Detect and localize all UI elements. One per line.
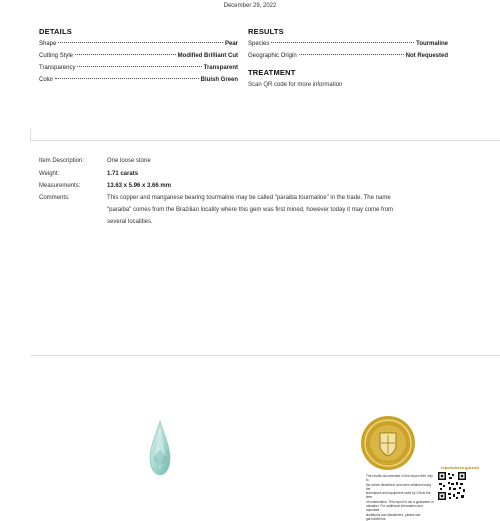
- comments-text: [107, 192, 467, 228]
- panel-divider-top: [30, 140, 500, 141]
- gia-seal-emblem: [360, 415, 416, 471]
- leader-dots: [55, 78, 198, 79]
- item-value-measurements: 13.63 x 5.96 x 3.66 mm: [107, 183, 172, 189]
- item-label-weight: Weight:: [39, 171, 60, 177]
- item-value-weight: 1.71 carats: [107, 171, 139, 177]
- item-label-comments: Comments:: [39, 195, 70, 201]
- panel-divider-bottom: [30, 355, 500, 356]
- treatment-text: Scan QR code for more information: [248, 82, 343, 88]
- detail-value: Pear: [224, 41, 238, 47]
- qr-code[interactable]: [437, 471, 467, 501]
- detail-label: Color: [39, 77, 54, 83]
- panel-divider-tick: [30, 129, 31, 141]
- results-title: RESULTS: [248, 27, 284, 36]
- result-row-species: [248, 40, 448, 49]
- item-value-description: One loose stone: [107, 158, 151, 164]
- detail-value: Bluish Green: [200, 77, 238, 83]
- fine-print-line: valuation. For additional information and important: [366, 504, 423, 513]
- leader-dots: [271, 42, 414, 43]
- gem-image: [148, 420, 172, 476]
- leader-dots: [75, 54, 176, 55]
- result-value: Tourmaline: [416, 41, 448, 47]
- fine-print-line: the article described, and were obtained using the: [366, 482, 432, 491]
- detail-row-color: [39, 76, 238, 85]
- result-label: Species: [248, 41, 270, 47]
- result-value: Not Requested: [405, 53, 448, 59]
- result-label: Geographic Origin: [248, 53, 297, 59]
- comment-line: "paraiba" comes from the Brazilian locality where this gem was first mined, however today it may come from: [107, 207, 394, 213]
- detail-value: Modified Brilliant Cut: [177, 53, 238, 59]
- detail-row-cutting-style: [39, 52, 238, 61]
- item-label-measurements: Measurements:: [39, 183, 81, 189]
- details-title: DETAILS: [39, 27, 72, 36]
- detail-label: Transparency: [39, 65, 76, 71]
- fine-print-line: The results documented in this report refer only to: [366, 474, 433, 483]
- detail-label: Shape: [39, 41, 57, 47]
- leader-dots: [77, 66, 201, 67]
- treatment-title: TREATMENT: [248, 68, 296, 77]
- report-check-link[interactable]: reportcheck.gia.edu: [441, 465, 480, 470]
- fine-print-line: limitations and disclaimers, please see gia.edu/terms: [366, 512, 421, 521]
- comment-line: several localities.: [107, 219, 153, 225]
- detail-label: Cutting Style: [39, 53, 74, 59]
- detail-row-transparency: [39, 64, 238, 73]
- report-date: December 29, 2022: [223, 3, 277, 9]
- detail-value: Transparent: [203, 65, 238, 71]
- item-label-description: Item Description:: [39, 158, 85, 164]
- comment-line: This copper and manganese bearing tourmaline may be called "paraiba tourmaline" in the trade. The name: [107, 195, 391, 201]
- leader-dots: [58, 42, 223, 43]
- fine-print-line: of examination. This report is not a guarantee or: [366, 499, 434, 504]
- detail-row-shape: [39, 40, 238, 49]
- fine-print-line: techniques and equipment used by GIA at the time: [366, 491, 431, 500]
- leader-dots: [299, 54, 404, 55]
- fine-print: [366, 474, 434, 521]
- result-row-geographic-origin: [248, 52, 448, 61]
